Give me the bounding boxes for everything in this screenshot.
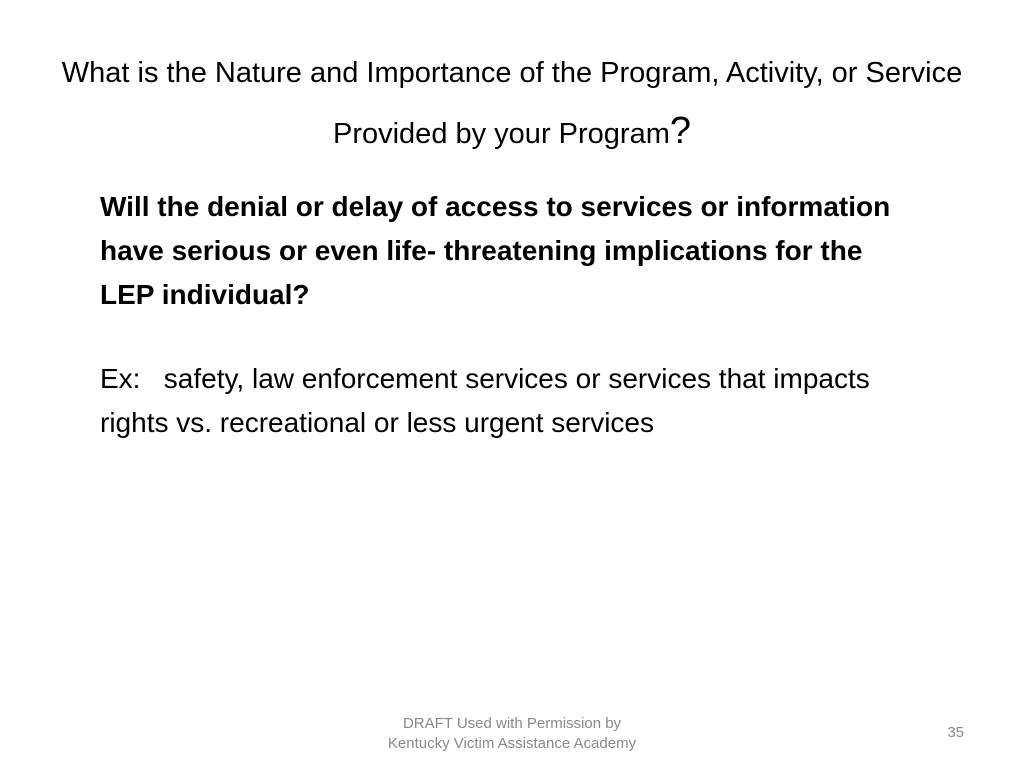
example-text: Ex: safety, law enforcement services or services that impacts rights vs. recreational or less urgent services — [100, 363, 878, 438]
footer-line-2: Kentucky Victim Assistance Academy — [387, 735, 637, 752]
key-question: Will the denial or delay of access to services or information have serious or even life- threatening implications for the LEP individual? — [100, 191, 891, 310]
slide-title-text: What is the Nature and Importance of the Program, Activity, or Service Provided by your Program — [61, 57, 963, 150]
footer — [312, 714, 712, 754]
footer-line-1: DRAFT Used with Permission by — [402, 715, 622, 732]
slide-title-question-mark: ? — [669, 110, 691, 152]
slide-body — [100, 185, 900, 445]
slide-title — [60, 44, 964, 163]
slide-number: 35 — [947, 724, 964, 741]
